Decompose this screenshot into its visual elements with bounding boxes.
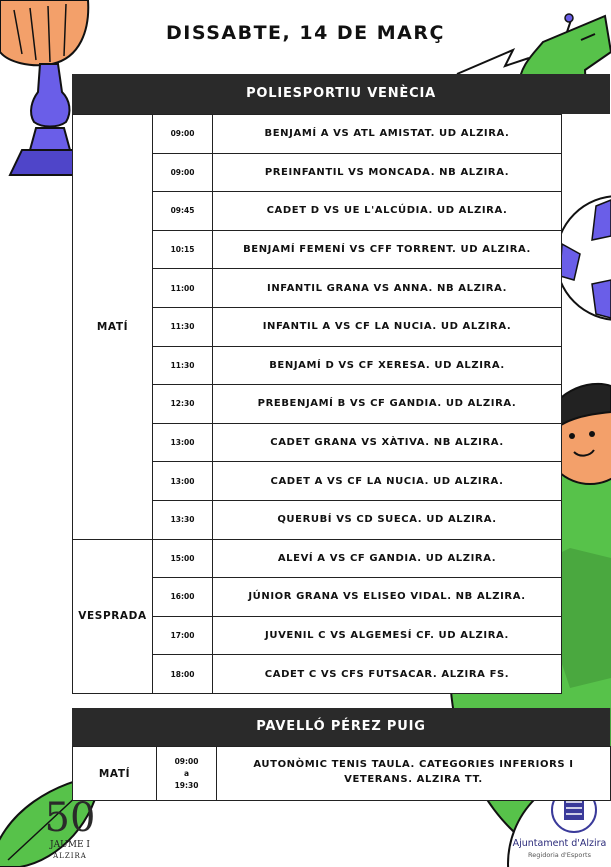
match-description: INFANTIL A VS CF LA NUCIA. UD ALZIRA.: [213, 307, 562, 346]
match-time: 11:00: [153, 269, 213, 308]
match-description: PREBENJAMÍ B VS CF GANDIA. UD ALZIRA.: [213, 385, 562, 424]
schedule-table-venue1: [72, 114, 562, 694]
event-line-2: VETERANS. ALZIRA TT.: [344, 774, 483, 785]
match-description: CADET D VS UE L'ALCÚDIA. UD ALZIRA.: [213, 192, 562, 231]
match-description: JÚNIOR GRANA VS ELISEO VIDAL. NB ALZIRA.: [213, 578, 562, 617]
venue-header-pavello-perez-puig: PAVELLÓ PÉREZ PUIG: [72, 708, 610, 746]
time-separator: a: [183, 768, 190, 778]
table-row: [73, 115, 562, 154]
soccer-ball-icon: [556, 188, 611, 328]
match-time: 15:00: [153, 539, 213, 578]
venue-header-poliesportiu-venecia: POLIESPORTIU VENÈCIA: [72, 74, 610, 114]
period-label-vesprada: VESPRADA: [73, 539, 153, 693]
match-time: 09:00: [153, 153, 213, 192]
time-end: 19:30: [174, 780, 199, 790]
match-time: 11:30: [153, 346, 213, 385]
match-description: CADET A VS CF LA NUCIA. UD ALZIRA.: [213, 462, 562, 501]
match-time: 16:00: [153, 578, 213, 617]
page-title: DISSABTE, 14 DE MARÇ: [166, 22, 445, 44]
council-department: Regidoria d'Esports: [528, 851, 591, 859]
period-label-mati: MATÍ: [73, 115, 153, 540]
match-time: 13:30: [153, 500, 213, 539]
match-time: 09:45: [153, 192, 213, 231]
period-label-mati: MATÍ: [73, 747, 157, 801]
match-description: ALEVÍ A VS CF GANDIA. UD ALZIRA.: [213, 539, 562, 578]
match-description: BENJAMÍ A VS ATL AMISTAT. UD ALZIRA.: [213, 115, 562, 154]
match-description: JUVENIL C VS ALGEMESÍ CF. UD ALZIRA.: [213, 616, 562, 655]
match-description: BENJAMÍ FEMENÍ VS CFF TORRENT. UD ALZIRA.: [213, 230, 562, 269]
match-description: INFANTIL GRANA VS ANNA. NB ALZIRA.: [213, 269, 562, 308]
anniversary-logo-number: 50: [44, 795, 96, 841]
match-time: 17:00: [153, 616, 213, 655]
match-time: 18:00: [153, 655, 213, 694]
match-time-range: [157, 747, 217, 801]
council-name: Ajuntament d'Alzira: [512, 838, 607, 849]
anniversary-logo-line2: ALZIRA: [53, 852, 87, 860]
match-time: 12:30: [153, 385, 213, 424]
time-start: 09:00: [174, 756, 199, 766]
match-time: 11:30: [153, 307, 213, 346]
schedule-table-venue2: [72, 746, 611, 801]
match-time: 13:00: [153, 462, 213, 501]
match-description: CADET GRANA VS XÀTIVA. NB ALZIRA.: [213, 423, 562, 462]
match-time: 10:15: [153, 230, 213, 269]
table-row: [73, 747, 611, 801]
table-row: [73, 539, 562, 578]
event-description: [217, 747, 611, 801]
match-description: QUERUBÍ VS CD SUECA. UD ALZIRA.: [213, 500, 562, 539]
match-description: BENJAMÍ D VS CF XERESA. UD ALZIRA.: [213, 346, 562, 385]
event-line-1: AUTONÒMIC TENIS TAULA. CATEGORIES INFERIORS I: [253, 759, 574, 770]
anniversary-logo-line1: JAUME I: [50, 840, 90, 850]
match-time: 09:00: [153, 115, 213, 154]
match-time: 13:00: [153, 423, 213, 462]
match-description: PREINFANTIL VS MONCADA. NB ALZIRA.: [213, 153, 562, 192]
match-description: CADET C VS CFS FUTSACAR. ALZIRA FS.: [213, 655, 562, 694]
